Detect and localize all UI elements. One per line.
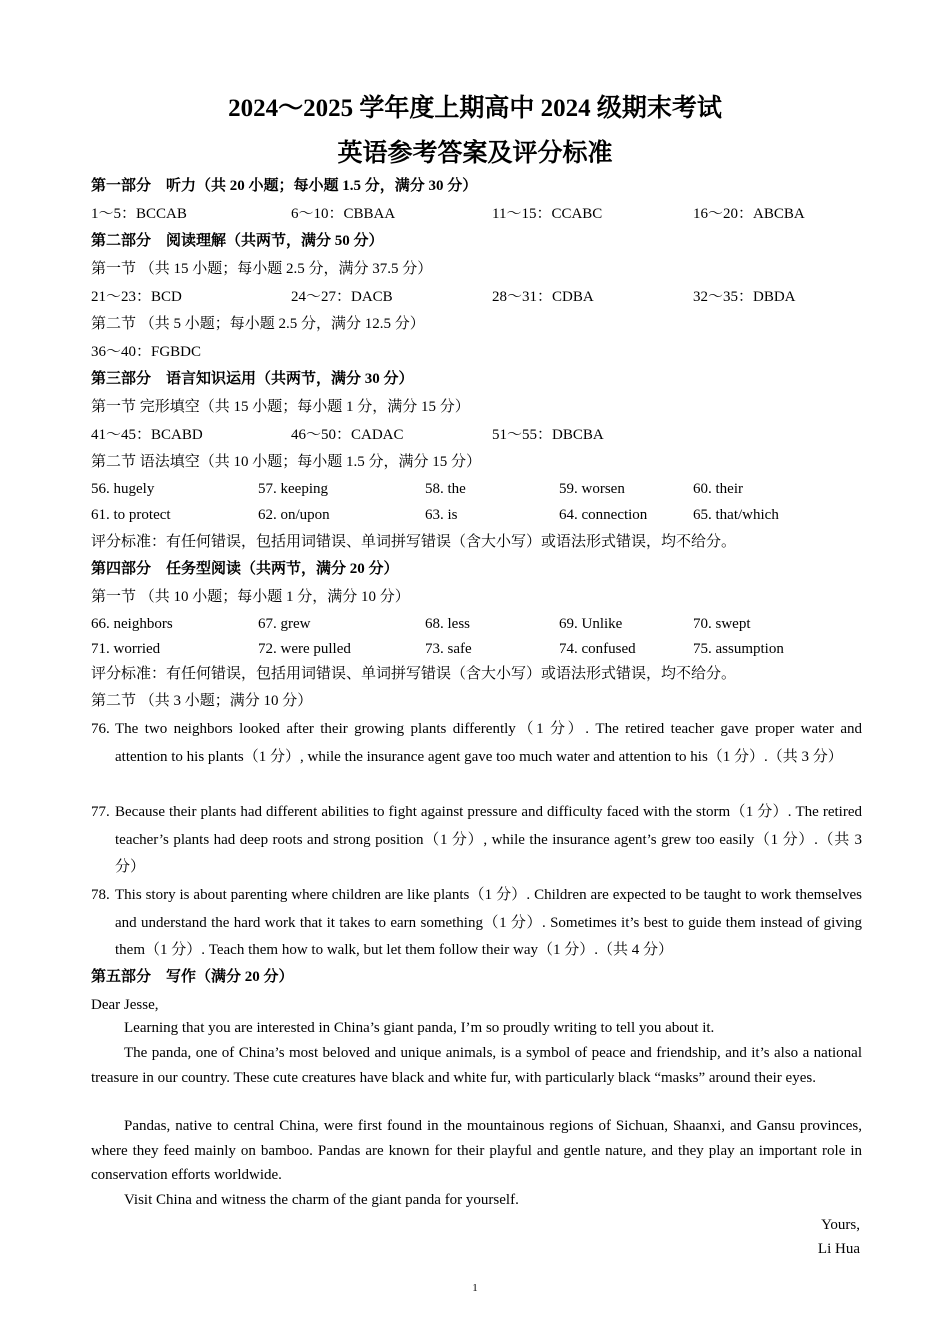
grammar-answer: 60. their <box>693 481 743 497</box>
part1-heading: 第一部分 听力（共 20 小题；每小题 1.5 分，满分 30 分） <box>91 178 478 194</box>
grammar-answer: 58. the <box>425 481 466 497</box>
grammar-answer: 59. worsen <box>559 481 625 497</box>
answer-group: 36～40：FGBDC <box>91 344 202 360</box>
answer-text: The two neighbors looked after their growing plants differently（1 分）. The retired teacher gave proper water and attention to his plants（1 分）, while the insurance agent gave too much water and attention to his（1 分）.（共 3 分） <box>115 721 862 765</box>
part4-section1: 第一节 （共 10 小题；每小题 1 分，满分 10 分） <box>91 589 410 605</box>
answer-text: This story is about parenting where children are like plants（1 分）. Children are expected to be taught to work themselves and understand the hard work that it takes to earn something（1 分）. Sometimes it’s best to guide them instead of giving them（1 分）. Teach them how to walk, but let them follow their way（1 分）.（共 4 分） <box>115 887 862 959</box>
task-answer: 74. confused <box>559 641 636 657</box>
letter-paragraph: Learning that you are interested in China’s giant panda, I’m so proudly writing to tell you about it. <box>124 1020 715 1036</box>
exam-title: 2024～2025 学年度上期高中 2024 级期末考试 <box>228 95 722 122</box>
task-answer: 68. less <box>425 616 470 632</box>
document-title: 英语参考答案及评分标准 <box>337 140 613 167</box>
letter-closing: Yours, <box>821 1217 860 1233</box>
question-number: 76. <box>91 721 110 737</box>
answer-group: 1～5：BCCAB <box>91 206 187 222</box>
part5-heading: 第五部分 写作（满分 20 分） <box>91 969 294 985</box>
answer-78 <box>91 882 862 965</box>
question-number: 78. <box>91 887 110 903</box>
answer-text: Because their plants had different abilities to fight against pressure and difficulty faced with the storm（1 分）. The retired teacher’s plants had deep roots and strong position（1 分）, while the insurance agent’s grew too easily（1 分）.（共 3 分） <box>115 804 862 876</box>
answer-76 <box>91 716 862 771</box>
task-answer: 75. assumption <box>693 641 784 657</box>
part3-section2: 第二节 语法填空（共 10 小题；每小题 1.5 分，满分 15 分） <box>91 454 482 470</box>
grammar-answer: 61. to protect <box>91 507 171 523</box>
part2-section2: 第二节 （共 5 小题；每小题 2.5 分，满分 12.5 分） <box>91 316 425 332</box>
task-answer: 71. worried <box>91 641 161 657</box>
task-answer: 73. safe <box>425 641 472 657</box>
grammar-answer: 63. is <box>425 507 458 523</box>
part3-heading: 第三部分 语言知识运用（共两节，满分 30 分） <box>91 371 414 387</box>
part3-section1: 第一节 完形填空（共 15 小题；每小题 1 分，满分 15 分） <box>91 399 470 415</box>
task-answer: 66. neighbors <box>91 616 173 632</box>
part2-section1: 第一节 （共 15 小题；每小题 2.5 分，满分 37.5 分） <box>91 261 433 277</box>
grammar-answer: 62. on/upon <box>258 507 330 523</box>
answer-group: 32～35：DBDA <box>693 289 796 305</box>
grammar-answer: 64. connection <box>559 507 648 523</box>
answer-group: 21～23：BCD <box>91 289 182 305</box>
answer-77 <box>91 799 862 882</box>
letter-greeting: Dear Jesse, <box>91 997 159 1013</box>
task-answer: 69. Unlike <box>559 616 623 632</box>
task-answer: 72. were pulled <box>258 641 351 657</box>
letter-paragraph: Pandas, native to central China, were first found in the mountainous regions of Sichuan, Shaanxi, and Gansu provinces, where they feed mainly on bamboo. Pandas are known for their playful and gentle nature, and they play an important role in conservation efforts worldwide. <box>91 1118 862 1184</box>
task-answer: 67. grew <box>258 616 311 632</box>
letter-paragraph: Visit China and witness the charm of the giant panda for yourself. <box>124 1192 519 1208</box>
scoring-criteria: 评分标准：有任何错误，包括用词错误、单词拼写错误（含大小写）或语法形式错误，均不给分。 <box>91 666 737 682</box>
part4-heading: 第四部分 任务型阅读（共两节，满分 20 分） <box>91 561 399 577</box>
task-answer: 70. swept <box>693 616 751 632</box>
answer-group: 6～10：CBBAA <box>291 206 396 222</box>
question-number: 77. <box>91 804 110 820</box>
answer-group: 28～31：CDBA <box>492 289 594 305</box>
answer-group: 41～45：BCABD <box>91 427 203 443</box>
grammar-answer: 57. keeping <box>258 481 328 497</box>
answer-group: 24～27：DACB <box>291 289 393 305</box>
part4-section2: 第二节 （共 3 小题；满分 10 分） <box>91 693 313 709</box>
answer-group: 46～50：CADAC <box>291 427 404 443</box>
letter-paragraph: The panda, one of China’s most beloved and unique animals, is a symbol of peace and friendship, and it’s also a national treasure in our country. These cute creatures have black and white fur, with particularly black “masks” around their eyes. <box>91 1045 862 1086</box>
grammar-answer: 65. that/which <box>693 507 779 523</box>
answer-group: 11～15：CCABC <box>492 206 603 222</box>
answer-group: 16～20：ABCBA <box>693 206 805 222</box>
letter-signature: Li Hua <box>817 1241 860 1257</box>
page-number: 1 <box>472 1282 478 1294</box>
answer-group: 51～55：DBCBA <box>492 427 604 443</box>
part2-heading: 第二部分 阅读理解（共两节，满分 50 分） <box>91 233 384 249</box>
scoring-criteria: 评分标准：有任何错误，包括用词错误、单词拼写错误（含大小写）或语法形式错误，均不给分。 <box>91 534 737 550</box>
grammar-answer: 56. hugely <box>91 481 155 497</box>
